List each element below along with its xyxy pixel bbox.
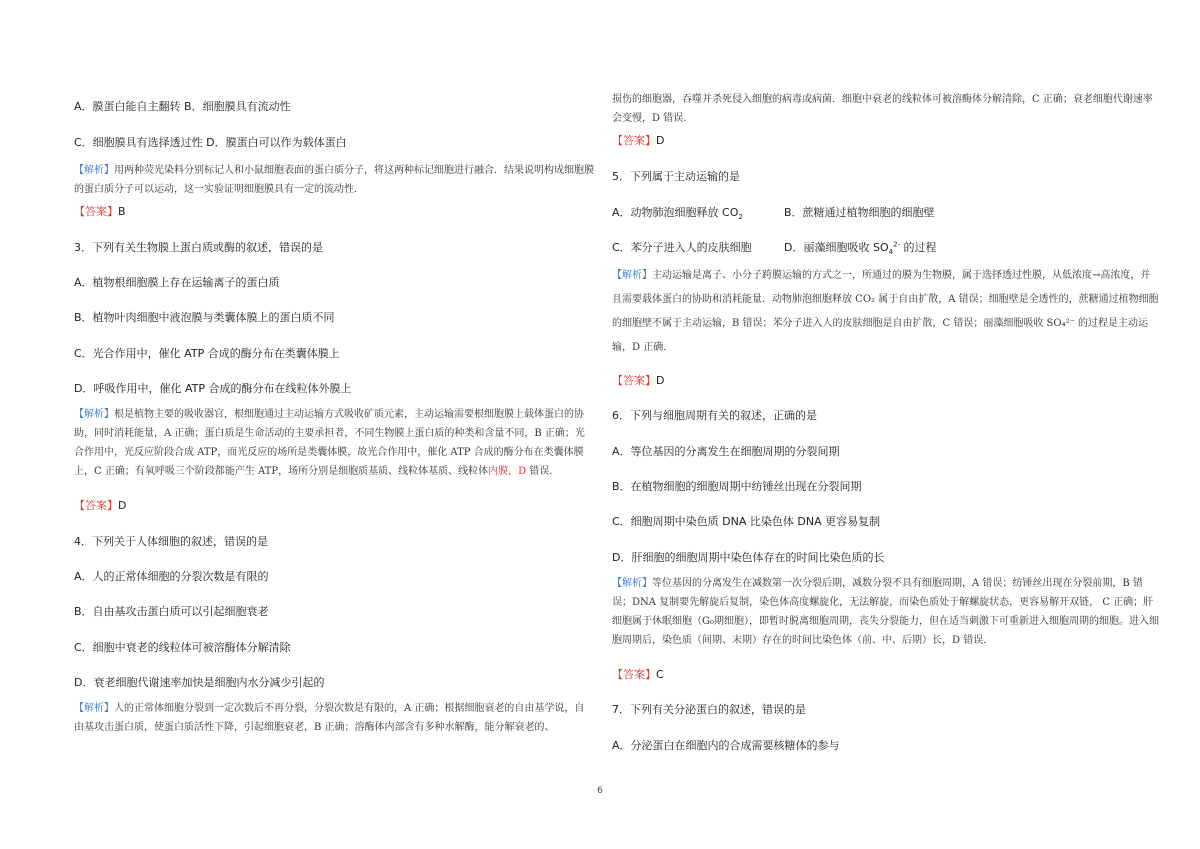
q4-stem: 4．下列关于人体细胞的叙述，错误的是 [74,535,268,548]
q3-analysis-text: 根是植物主要的吸收器官，根细胞通过主动运输方式吸收矿质元素，主动运输需要根细胞膜上载体蛋白的协助，同时消耗能量，A 正确；蛋白质是生命活动的主要承担者，不同生物膜上蛋白质的种类和含量不同，B 正确；光合作用中，光反应阶段合成 ATP，而光反应的场所是类囊体膜，故光合作用中，催化 ATP 合成的酶分布在类囊体膜上，C 正确；有氧呼吸三个阶段都能产生 ATP，场所分别是细胞质基质、线粒体基质、线粒体 [74,409,585,477]
q6-option-c: C．细胞周期中染色质 DNA 比染色体 DNA 更容易复制 [612,515,881,528]
q5-option-a-subscript: 2 [738,213,743,222]
answer-tag: 【答案】 [74,499,118,512]
q6-answer [612,668,664,682]
page-number: 6 [597,786,603,796]
q3-option-d: D．呼吸作用中，催化 ATP 合成的酶分布在线粒体外膜上 [74,382,352,395]
answer-tag: 【答案】 [612,134,656,147]
q4-option-d: D．衰老细胞代谢速率加快是细胞内水分减少引起的 [74,676,325,689]
q5-stem: 5．下列属于主动运输的是 [612,170,740,183]
q3-analysis-end: 错误． [526,466,560,477]
q2-answer-value: B [118,205,126,218]
answer-tag: 【答案】 [612,374,656,387]
q6-analysis-text: 等位基因的分离发生在减数第一次分裂后期，减数分裂不具有细胞周期，A 错误；纺锤丝出现在分裂前期，B 错误；DNA 复制要先解旋后复制，染色体高度螺旋化，无法解旋，而染色质处于解螺旋状态，更容易解开双链， C 正确；肝细胞属于休眠细胞（G₀期细胞），即暂时脱离细胞周期，丧失分裂能力，但在适当刺激下可重新进入细胞周期的细胞。进入细胞周期后，染色质（间期、末期）存在的时间比染色体（前、中、后期）长，D 错误． [612,578,1159,646]
q4-option-b: B．自由基攻击蛋白质可以引起细胞衰老 [74,605,269,618]
answer-tag: 【答案】 [74,205,118,218]
q6-analysis [612,574,1160,650]
analysis-tag: 【解析】 [612,270,652,281]
q3-analysis-highlight: 内膜，D [488,466,527,477]
q3-analysis [74,405,594,481]
analysis-tag: 【解析】 [74,165,114,176]
q3-answer [74,499,126,513]
q6-answer-value: C [656,668,664,681]
q3-option-a: A．植物根细胞膜上存在运输离子的蛋白质 [74,276,280,289]
q5-answer [612,374,664,388]
q6-stem: 6．下列与细胞周期有关的叙述，正确的是 [612,409,817,422]
q7-option-a: A．分泌蛋白在细胞内的合成需要核糖体的参与 [612,739,840,752]
q5-option-d-subscript: 4 [888,248,894,257]
q3-stem: 3．下列有关生物膜上蛋白质或酶的叙述，错误的是 [74,241,323,254]
q4-analysis-text: 人的正常体细胞分裂到一定次数后不再分裂，分裂次数是有限的，A 正确；根据细胞衰老的自由基学说，自由基攻击蛋白质，使蛋白质活性下降，引起细胞衰老，B 正确；溶酶体内部含有多种水解酶，能分解衰老的、 [74,703,585,733]
q5-option-a [612,206,743,220]
q5-option-c: C．苯分子进入人的皮肤细胞 [612,241,752,254]
q4-analysis-continued: 损伤的细胞器，吞噬并杀死侵入细胞的病毒或病菌．细胞中衰老的线粒体可被溶酶体分解清除，C 正确；衰老细胞代谢速率会变慢，D 错误． [612,94,1153,124]
q5-option-d-suffix: 的过程 [900,241,937,254]
q4-analysis [74,699,594,737]
analysis-tag: 【解析】 [74,409,114,420]
q4-option-c: C．细胞中衰老的线粒体可被溶酶体分解清除 [74,641,291,654]
q6-option-d: D．肝细胞的细胞周期中染色体存在的时间比染色质的长 [612,551,885,564]
analysis-tag: 【解析】 [74,703,114,714]
q3-answer-value: D [118,499,127,512]
q3-option-b: B．植物叶肉细胞中液泡膜与类囊体膜上的蛋白质不同 [74,311,335,324]
q2-analysis-text: 用两种荧光染料分别标记人和小鼠细胞表面的蛋白质分子，将这两种标记细胞进行融合．结果说明构成细胞膜的蛋白质分子可以运动，这一实验证明细胞膜具有一定的流动性． [74,165,594,195]
q5-option-b: B．蔗糖通过植物细胞的细胞壁 [784,206,935,219]
q7-stem: 7．下列有关分泌蛋白的叙述，错误的是 [612,703,806,716]
q5-answer-value: D [656,374,665,387]
q4-option-a: A．人的正常体细胞的分裂次数是有限的 [74,570,269,583]
q2-options-cd: C．细胞膜具有选择透过性 D．膜蛋白可以作为载体蛋白 [74,136,347,149]
q4-answer [612,134,664,148]
q3-option-c: C．光合作用中，催化 ATP 合成的酶分布在类囊体膜上 [74,347,340,360]
q6-option-a: A．等位基因的分离发生在细胞周期的分裂间期 [612,445,840,458]
q5-option-a-text: A．动物肺泡细胞释放 CO [612,206,739,219]
q2-answer [74,205,126,219]
q6-option-b: B．在植物细胞的细胞周期中纺锤丝出现在分裂间期 [612,480,862,493]
q4-answer-value: D [656,134,665,147]
q5-option-d-text: D．丽藻细胞吸收 SO [784,241,889,254]
answer-tag: 【答案】 [612,668,656,681]
q5-option-d [784,241,937,255]
q5-analysis-text: 主动运输是离子、小分子跨膜运输的方式之一，所通过的膜为生物膜，属于选择透过性膜，从低浓度→高浓度，并且需要载体蛋白的协助和消耗能量．动物肺泡细胞释放 CO₂ 属于自由扩散，A 错误；细胞壁是全透性的，蔗糖通过植物细胞的细胞壁不属于主动运输，B 错误；苯分子进入人的皮肤细胞是自由扩散，C 错误；丽藻细胞吸收 SO₄²⁻ 的过程是主动运输，D 正确． [612,270,1159,353]
analysis-tag: 【解析】 [612,578,652,589]
q2-analysis [74,161,594,199]
q5-analysis [612,264,1160,360]
q2-options-ab: A．膜蛋白能自主翻转 B．细胞膜具有流动性 [74,100,291,113]
q5-option-d-superscript: 2- [893,240,901,249]
